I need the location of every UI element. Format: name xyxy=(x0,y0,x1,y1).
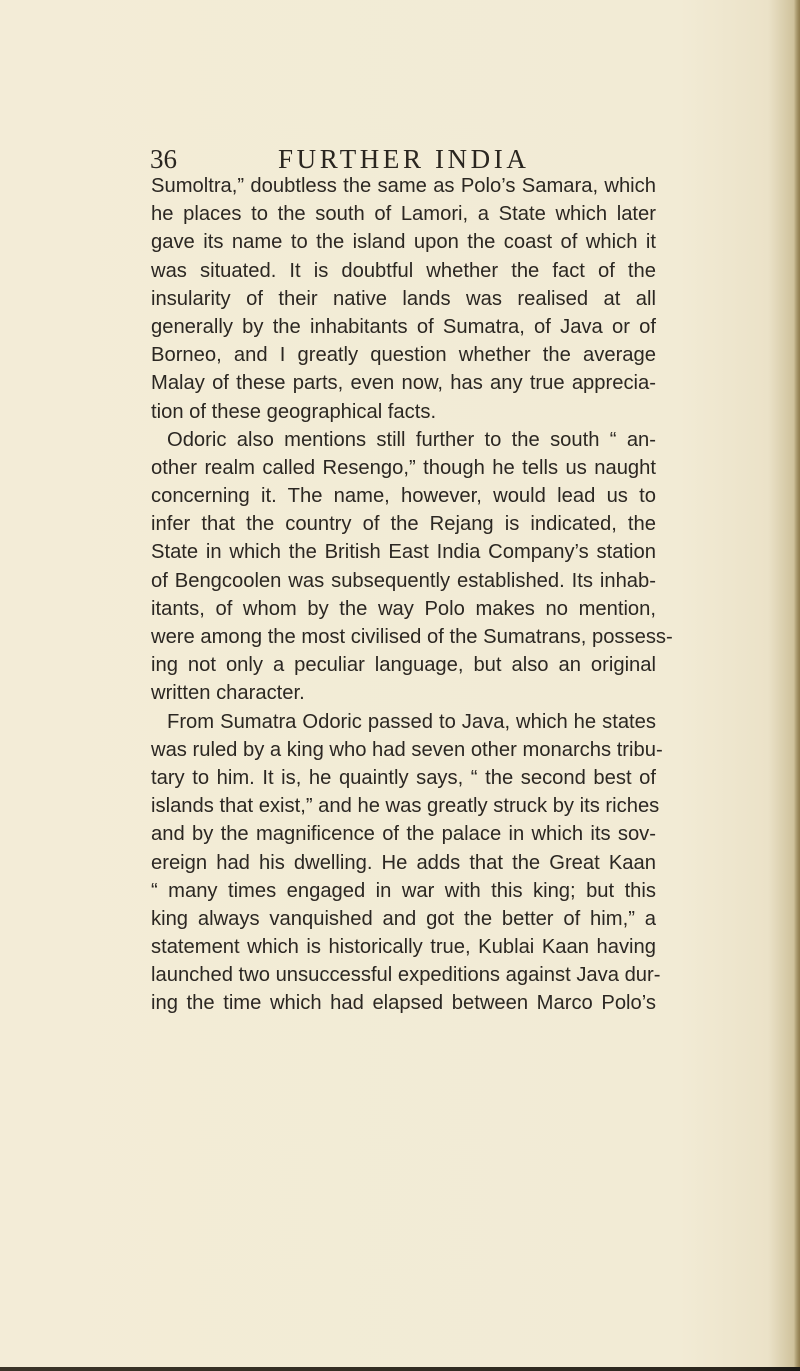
text-line-19: written character. xyxy=(151,682,305,705)
text-line-17: were among the most civilised of the Sumatrans, possess- xyxy=(151,626,673,648)
body-text xyxy=(151,172,673,1018)
text-line-8: Malay of these parts, even now, has any true apprecia- xyxy=(151,372,656,395)
text-line-29: launched two unsuccessful expeditions against Java dur- xyxy=(151,964,661,987)
text-line-4: was situated. It is doubtful whether the fact of the xyxy=(151,259,656,282)
text-line-3: gave its name to the island upon the coast of which it xyxy=(151,231,656,254)
text-line-1: Sumoltra,” doubtless the same as Polo’s Samara, which xyxy=(151,175,656,197)
text-line-18: ing not only a peculiar language, but also an original xyxy=(151,654,656,677)
running-title: FURTHER INDIA xyxy=(278,144,530,174)
page-number: 36 xyxy=(150,144,177,174)
text-line-2: he places to the south of Lamori, a State which later xyxy=(151,203,656,226)
text-line-14: State in which the British East India Company’s station xyxy=(151,541,656,564)
text-line-9: tion of these geographical facts. xyxy=(151,400,437,423)
text-line-26: “ many times engaged in war with this king; but this xyxy=(151,879,656,902)
text-line-23: islands that exist,” and he was greatly struck by its riches xyxy=(151,795,660,818)
text-line-11: other realm called Resengo,” though he tells us naught xyxy=(151,456,656,479)
text-line-13: infer that the country of the Rejang is indicated, the xyxy=(151,513,656,536)
text-line-27: king always vanquished and got the better of him,” a xyxy=(151,907,656,930)
text-line-24: and by the magnificence of the palace in which its sov- xyxy=(151,823,656,846)
text-line-20: From Sumatra Odoric passed to Java, which he states xyxy=(167,710,656,733)
text-line-28: statement which is historically true, Kublai Kaan having xyxy=(151,936,656,959)
text-line-30: ing the time which had elapsed between Marco Polo’s xyxy=(151,992,656,1015)
text-line-12: concerning it. The name, however, would lead us to xyxy=(151,485,656,508)
text-line-10: Odoric also mentions still further to the south “ an- xyxy=(167,428,656,451)
page-bottom-edge xyxy=(0,1367,800,1371)
text-line-16: itants, of whom by the way Polo makes no mention, xyxy=(151,597,656,620)
text-line-22: tary to him. It is, he quaintly says, “ the second best of xyxy=(151,766,656,789)
page-edge-shadow xyxy=(794,0,800,1371)
text-line-25: ereign had his dwelling. He adds that the Great Kaan xyxy=(151,851,656,874)
text-line-7: Borneo, and I greatly question whether the average xyxy=(151,344,656,367)
text-line-5: insularity of their native lands was realised at all xyxy=(151,287,656,310)
text-line-21: was ruled by a king who had seven other monarchs tribu- xyxy=(151,738,663,761)
text-line-15: of Bengcoolen was subsequently established. Its inhab- xyxy=(151,569,656,592)
text-line-6: generally by the inhabitants of Sumatra, of Java or of xyxy=(151,315,656,338)
